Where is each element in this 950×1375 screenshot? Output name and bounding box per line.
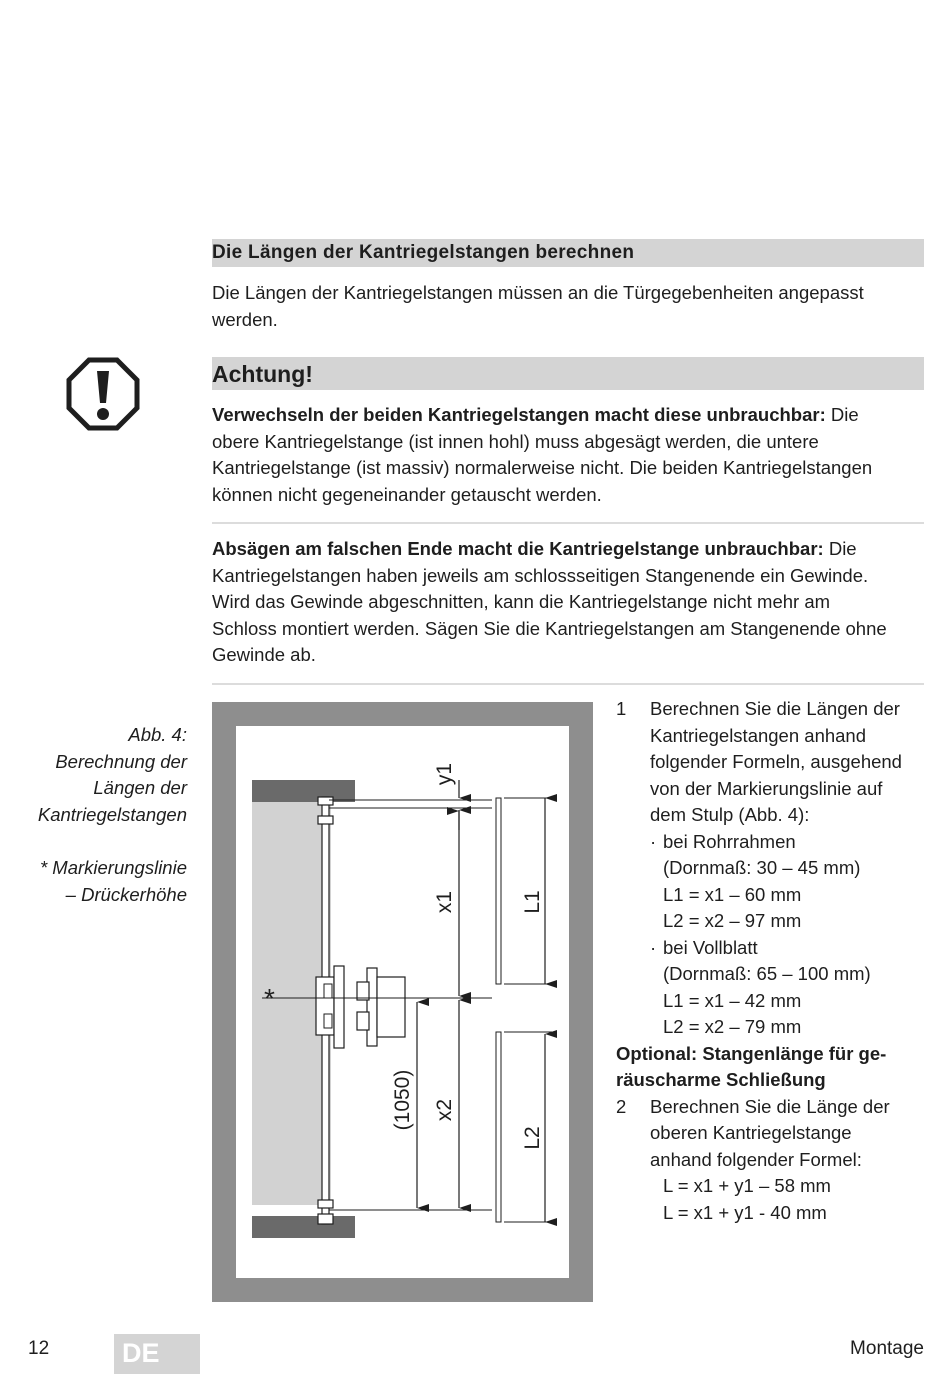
label-x2: x2 (433, 1098, 456, 1122)
warning-block-1: Verwechseln der beiden Kantriegelstangen macht diese unbrauchbar: Die obere Kantriegelstange (ist innen hohl) muss abgesägt werden, die untere Kantriegelstange (ist massiv) normalerweise nicht. Die beiden Kantriegelstangen können nicht gegeneinander getauscht werden. (212, 404, 873, 505)
figure-caption: Abb. 4: Berechnung der Längen der Kantriegelstangen (37, 724, 187, 825)
warning-heading: Achtung! (212, 357, 924, 390)
warning-block-2: Absägen am falschen Ende macht die Kantriegelstange unbrauchbar: Die Kantriegelstangen haben jeweils am schlossseitigen Stangenende ein Gewinde. Wird das Gewinde abgeschnitten, kann die Kantriegelstange nicht mehr am Schloss montiert werden. Sägen Sie die Kantriegelstangen am Stangenende ohne Gewinde ab. (212, 538, 887, 665)
frame-beam-top (252, 780, 355, 802)
step-number: 2 (616, 1095, 627, 1117)
divider (212, 522, 924, 524)
label-l2: L2 (521, 1126, 544, 1150)
page-number: 12 (28, 1338, 50, 1359)
rod-piece-l1 (496, 798, 501, 984)
label-l1: L1 (521, 890, 544, 914)
bullet: · (650, 936, 657, 958)
divider (212, 683, 924, 685)
steps: 1 Berechnen Sie die Längen der Kantriegelstangen anhand folgender Formeln, ausgehend von der Markierungslinie auf dem Stulp (Abb. 4): · bei Rohrrahmen (Dornmaß: 30 – 45 mm) L1 = x1 – 60 mm L2 = x2 – 97 mm · bei Vollblatt (Dornmaß: 65 – 100 mm) L1 = x1 – 42 mm L2 = x2 – 79 mm Optional: Stangenlänge für ge- räuscharme Schließung 2 Berechnen Sie die Länge der oberen Kantriegelstange anhand folgender Formel: L = x1 + y1 – 58 mm L = x1 + y1 - 40 mm (616, 696, 936, 1226)
label-1050: (1050) (391, 1069, 414, 1131)
handle (367, 968, 377, 1046)
language-badge: DE (114, 1334, 200, 1374)
label-y1: y1 (433, 762, 456, 786)
bullet: · (650, 830, 657, 852)
list-item: · bei Rohrrahmen (616, 829, 936, 856)
step-number: 1 (616, 698, 627, 719)
frame-beam-bottom (252, 1216, 355, 1238)
rod-piece-l2 (496, 1032, 501, 1222)
marker-label: * (264, 983, 275, 1014)
label-x1: x1 (433, 890, 456, 914)
figure-rod-diagram (212, 702, 593, 1302)
section-heading: Die Längen der Kantriegelstangen berechnen (212, 239, 924, 267)
list-item: · bei Vollblatt (616, 935, 936, 962)
intro-paragraph: Die Längen der Kantriegelstangen müssen an die Türgegebenheiten angepasst werden. (212, 282, 864, 330)
figure-note: * Markierungslinie – Drückerhöhe (39, 857, 187, 905)
section-name: Montage (850, 1338, 924, 1359)
warning-octagon-icon (66, 357, 140, 431)
